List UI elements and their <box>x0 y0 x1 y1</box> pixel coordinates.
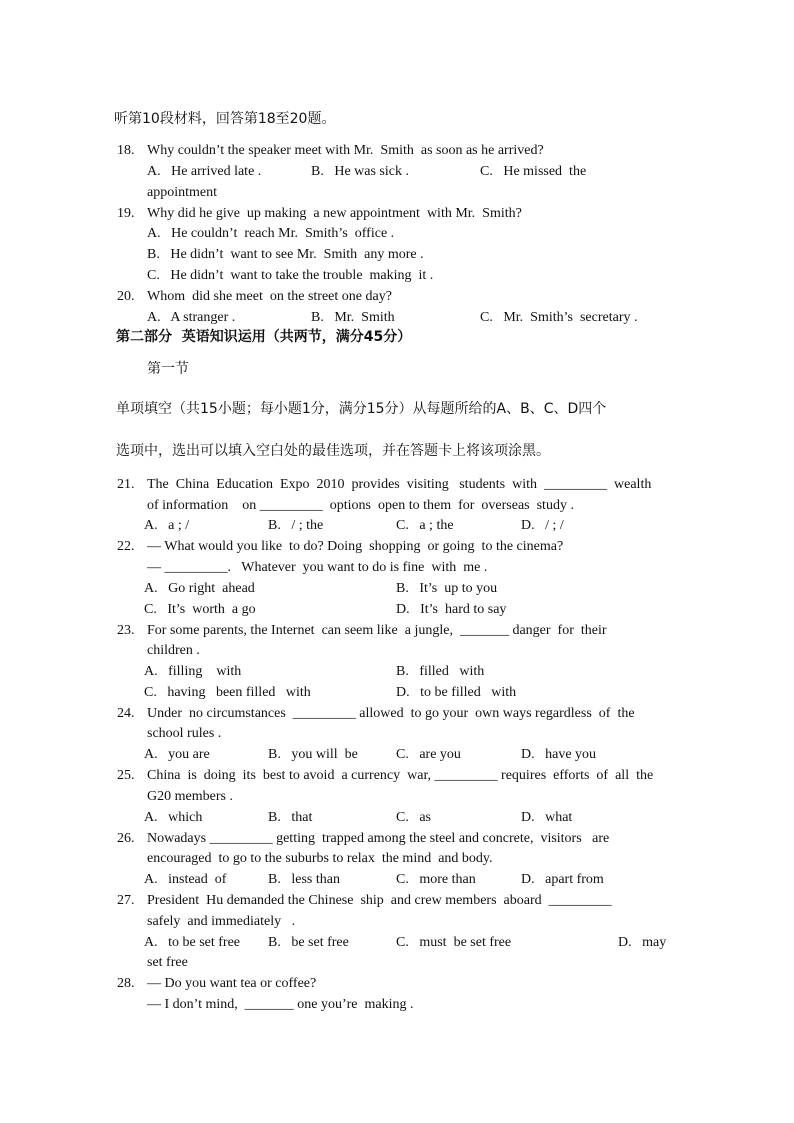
question-stem-continued: children . <box>147 643 200 658</box>
question-number: 28. <box>117 976 135 991</box>
option-b: B. you will be <box>268 747 358 762</box>
question-stem-continued: encouraged to go to the suburbs to relax the mind and body. <box>147 851 493 866</box>
option-d: D. / ; / <box>521 518 564 533</box>
option-d: D. what <box>521 810 573 825</box>
option-a: A. filling with <box>144 664 242 679</box>
option-a: A. He arrived late . <box>147 164 262 179</box>
option-b: B. He was sick . <box>311 164 409 179</box>
option-c: C. a ; the <box>396 518 454 533</box>
option-a: A. you are <box>144 747 210 762</box>
option-c: C. Mr. Smith’s secretary . <box>480 310 638 325</box>
option-d: D. have you <box>521 747 597 762</box>
option-d-continued: set free <box>147 955 188 970</box>
listening-section-intro: 听第10段材料，回答第18至20题。 <box>114 111 336 127</box>
option-c: C. He missed the <box>480 164 587 179</box>
option-b: B. that <box>268 810 313 825</box>
option-c: C. having been filled with <box>144 685 311 700</box>
question-stem: Nowadays _________ getting trapped among the steel and concrete, visitors are <box>147 831 610 846</box>
question-number: 20. <box>117 289 135 304</box>
option-b: B. It’s up to you <box>396 581 498 596</box>
option-d: D. apart from <box>521 872 604 887</box>
question-number: 24. <box>117 706 135 721</box>
question-number: 26. <box>117 831 135 846</box>
question-stem: President Hu demanded the Chinese ship and crew members aboard _________ <box>147 893 612 908</box>
option-c: C. as <box>396 810 431 825</box>
option-b: B. be set free <box>268 935 349 950</box>
option-b: B. filled with <box>396 664 485 679</box>
question-stem-continued: — I don’t mind, _______ one you’re making . <box>147 997 414 1012</box>
question-number: 27. <box>117 893 135 908</box>
option-c: C. more than <box>396 872 476 887</box>
question-stem-continued: school rules . <box>147 726 222 741</box>
option-a: A. instead of <box>144 872 227 887</box>
question-stem-continued: — _________. Whatever you want to do is fine with me . <box>147 560 488 575</box>
question-number: 25. <box>117 768 135 783</box>
question-stem: Under no circumstances _________ allowed to go your own ways regardless of the <box>147 706 635 721</box>
question-stem: Why did he give up making a new appointment with Mr. Smith? <box>147 206 522 221</box>
instruction-line-2: 选项中，选出可以填入空白处的最佳选项，并在答题卡上将该项涂黑。 <box>116 443 550 459</box>
question-stem: China is doing its best to avoid a currency war, _________ requires efforts of all the <box>147 768 654 783</box>
option-b: B. He didn’t want to see Mr. Smith any more . <box>147 247 424 262</box>
option-c: C. are you <box>396 747 461 762</box>
question-number: 21. <box>117 477 135 492</box>
question-stem-continued: safely and immediately . <box>147 914 296 929</box>
option-d: D. to be filled with <box>396 685 517 700</box>
option-d: D. may <box>618 935 667 950</box>
section-one-heading: 第一节 <box>147 361 189 377</box>
question-stem: — Do you want tea or coffee? <box>147 976 317 991</box>
instruction-line-1: 单项填空（共15小题；每小题1分，满分15分）从每题所给的A、B、C、D四个 <box>116 401 607 417</box>
question-number: 18. <box>117 143 135 158</box>
question-stem: Whom did she meet on the street one day? <box>147 289 392 304</box>
option-a: A. Go right ahead <box>144 581 255 596</box>
question-number: 23. <box>117 623 135 638</box>
question-stem-continued: of information on _________ options open to them for overseas study . <box>147 498 574 513</box>
part-two-heading: 第二部分 英语知识运用（共两节，满分45分） <box>116 329 412 345</box>
option-b: B. / ; the <box>268 518 324 533</box>
option-a: A. a ; / <box>144 518 190 533</box>
option-c: C. must be set free <box>396 935 512 950</box>
question-stem-continued: G20 members . <box>147 789 233 804</box>
question-stem: The China Education Expo 2010 provides visiting students with _________ wealth <box>147 477 652 492</box>
option-a: A. A stranger . <box>147 310 236 325</box>
option-a: A. which <box>144 810 203 825</box>
option-c-continued: appointment <box>147 185 217 200</box>
question-number: 19. <box>117 206 135 221</box>
question-stem: Why couldn’t the speaker meet with Mr. Smith as soon as he arrived? <box>147 143 544 158</box>
option-b: B. Mr. Smith <box>311 310 395 325</box>
option-a: A. to be set free <box>144 935 241 950</box>
question-stem: — What would you like to do? Doing shopping or going to the cinema? <box>147 539 564 554</box>
question-number: 22. <box>117 539 135 554</box>
question-stem: For some parents, the Internet can seem like a jungle, _______ danger for their <box>147 623 607 638</box>
option-c: C. He didn’t want to take the trouble making it . <box>147 268 434 283</box>
option-a: A. He couldn’t reach Mr. Smith’s office . <box>147 226 395 241</box>
option-d: D. It’s hard to say <box>396 602 507 617</box>
option-c: C. It’s worth a go <box>144 602 256 617</box>
option-b: B. less than <box>268 872 340 887</box>
